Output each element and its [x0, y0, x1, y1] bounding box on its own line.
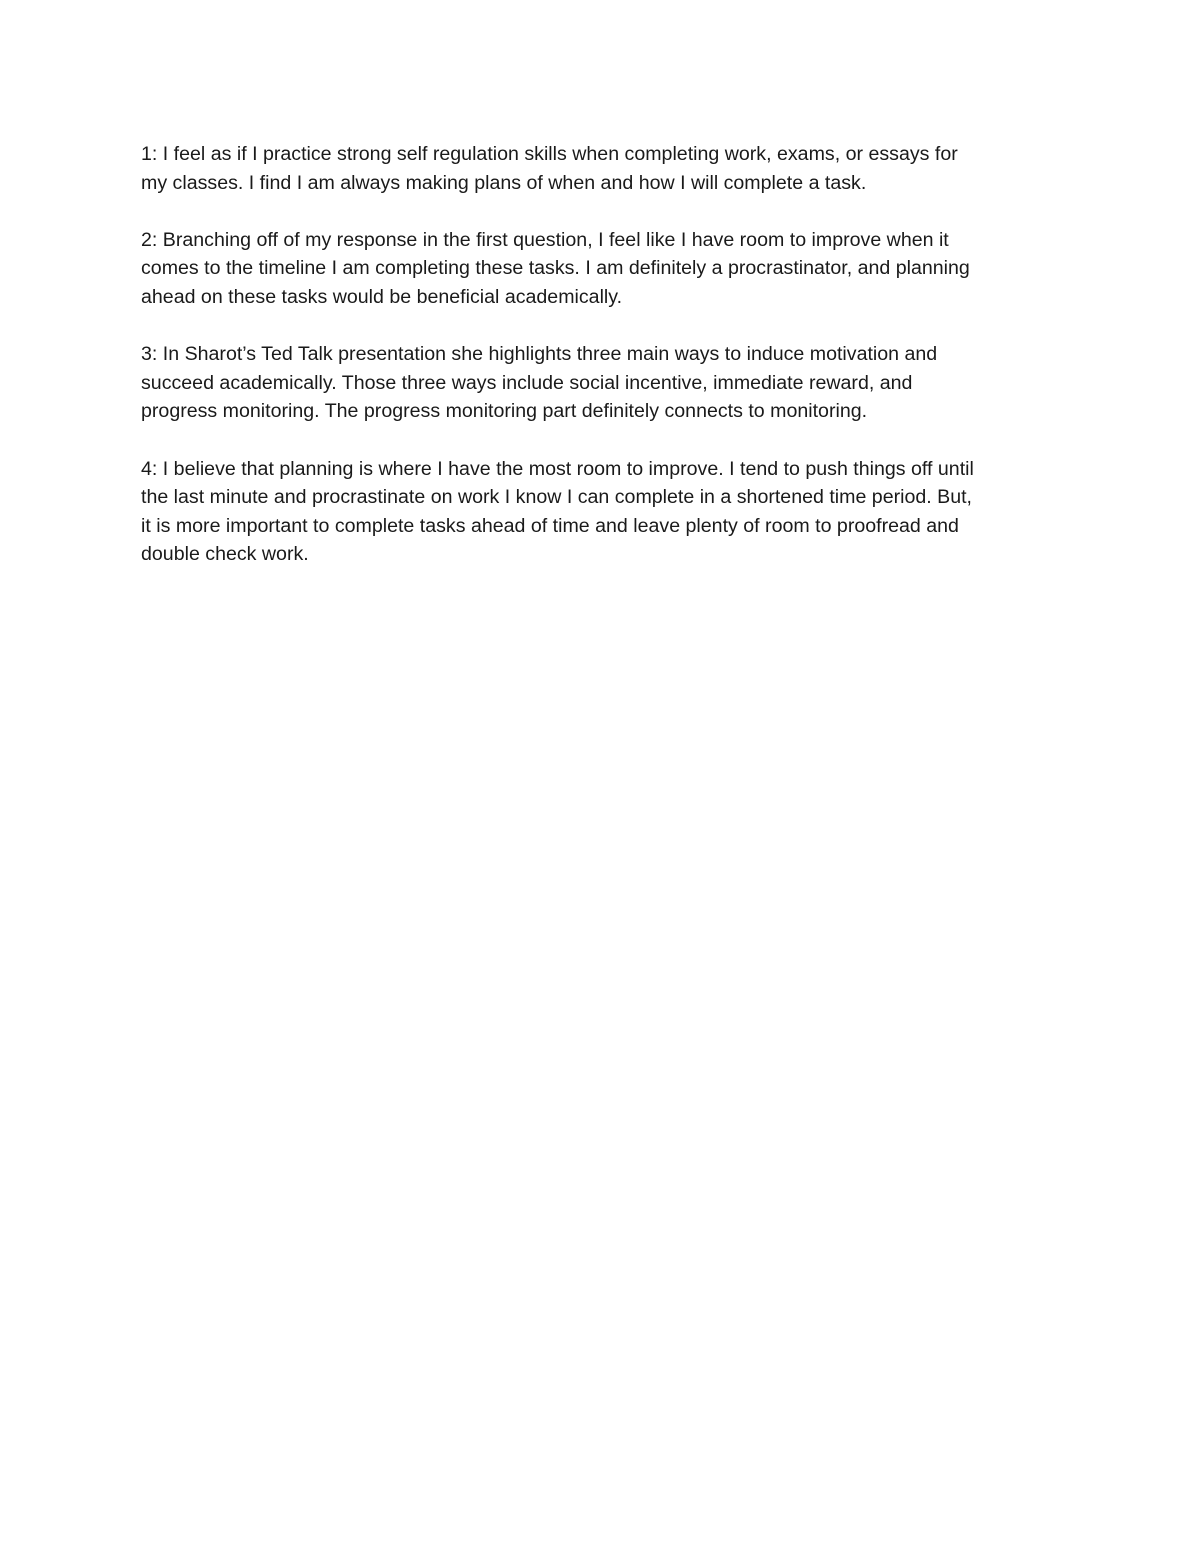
paragraph-line: 2: Branching off of my response in the first question, I feel like I have room to improve when it [141, 228, 949, 251]
paragraph-line: ahead on these tasks would be beneficial academically. [141, 285, 623, 308]
paragraph-line: it is more important to complete tasks ahead of time and leave plenty of room to proofread and [141, 514, 959, 537]
answer-paragraph-2 [141, 226, 1071, 312]
paragraph-line: 1: I feel as if I practice strong self regulation skills when completing work, exams, or essays for [141, 143, 958, 165]
paragraph-line: double check work. [141, 543, 309, 566]
document-body [141, 140, 1071, 598]
answer-paragraph-1 [141, 140, 1071, 197]
answer-paragraph-3 [141, 340, 1071, 426]
paragraph-line: 4: I believe that planning is where I have the most room to improve. I tend to push things off until [141, 457, 974, 480]
paragraph-line: 3: In Sharot’s Ted Talk presentation she highlights three main ways to induce motivation and [141, 343, 938, 366]
paragraph-line: progress monitoring. The progress monitoring part definitely connects to monitoring. [141, 400, 868, 423]
paragraph-line: succeed academically. Those three ways include social incentive, immediate reward, and [141, 371, 913, 394]
answer-paragraph-4 [141, 455, 1071, 569]
paragraph-line: my classes. I find I am always making plans of when and how I will complete a task. [141, 171, 867, 194]
paragraph-line: the last minute and procrastinate on work I know I can complete in a shortened time period. But, [141, 486, 973, 509]
paragraph-line: comes to the timeline I am completing these tasks. I am definitely a procrastinator, and planning [141, 257, 970, 280]
